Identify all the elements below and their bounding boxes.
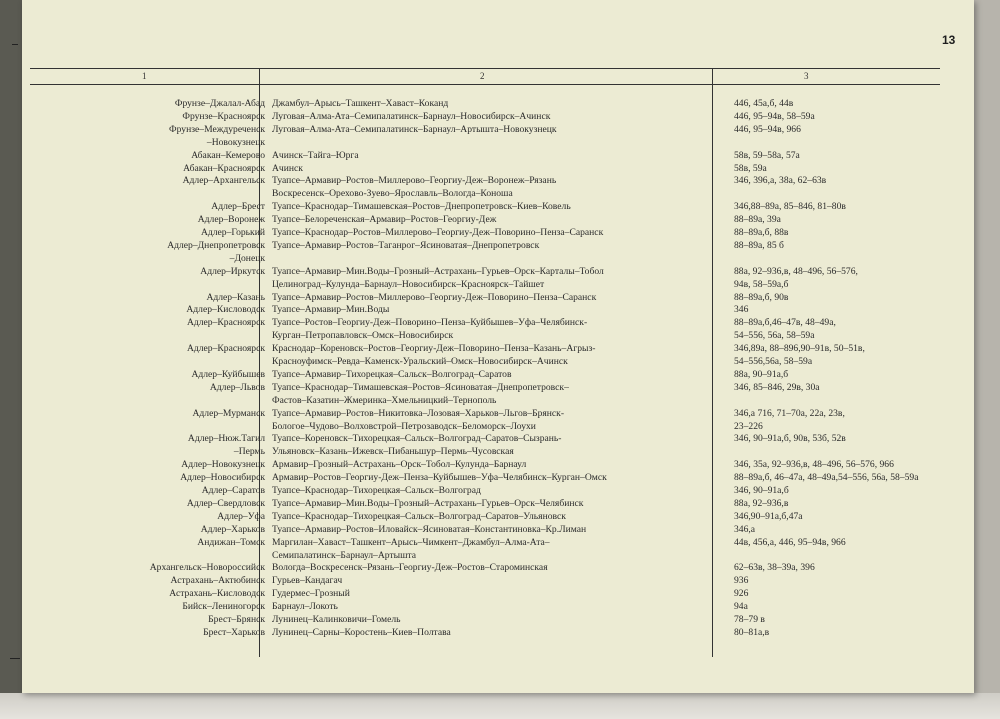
via-cell: Туапсе–Краснодар–Тимашевская–Ростов–Ясиноватая–Днепропетровск–: [272, 381, 569, 393]
table-row: [22, 562, 974, 574]
train-number-cell: 58в, 59а: [734, 162, 767, 174]
via-cell: Туапсе–Армавир–Мин.Воды–Грозный–Астрахань–Гурьев–Орск–Челябинск: [272, 497, 584, 509]
via-cell: Лунинец–Калинковичи–Гомель: [272, 614, 401, 625]
route-cell: Адлер–Свердловск: [186, 497, 265, 509]
table-row: [22, 111, 974, 123]
table-row: [22, 304, 974, 316]
table-row: [22, 240, 974, 252]
via-cell: Луговая–Алма-Ата–Семипалатинск–Барнаул–Артышта–Новокузнецк: [272, 123, 557, 135]
column-header-3: 3: [804, 71, 809, 81]
table-row: [22, 369, 974, 381]
via-cell: Туапсе–Белореченская–Армавир–Ростов–Георгиу-Деж: [272, 214, 497, 226]
table-row: [22, 421, 974, 433]
route-cell: Адлер–Куйбышев: [191, 368, 265, 380]
header-bottom-rule: [30, 84, 940, 85]
via-cell: Туапсе–Краснодар–Тихорецкая–Сальск–Волгоград: [272, 485, 481, 496]
train-number-cell: 446, 95–94в, 58–59а: [734, 110, 815, 122]
train-number-cell: 80–81а,в: [734, 626, 770, 638]
via-cell: Курган–Петропавловск–Омск–Новосибирск: [272, 330, 454, 342]
via-cell: Барнаул–Локоть: [272, 601, 338, 613]
table-row: [22, 537, 974, 549]
route-cell: Адлер–Днепропетровск: [167, 239, 265, 251]
train-number-cell: 346, 90–91а,б: [734, 485, 789, 496]
train-number-cell: 88–89а, 85 б: [734, 239, 784, 251]
column-header-1: 1: [142, 71, 147, 81]
via-cell: Гудермес–Грозный: [272, 588, 350, 600]
via-cell: Гурьев–Кандагач: [272, 575, 343, 587]
train-number-cell: 78–79 в: [734, 614, 765, 625]
route-cell: Адлер–Нюж.Тагил: [187, 433, 265, 445]
table-row: [22, 627, 974, 639]
table-row: [22, 343, 974, 355]
route-cell: Брест–Брянск: [208, 614, 265, 625]
table-row: [22, 124, 974, 136]
table-row: [22, 266, 974, 278]
right-background: [974, 0, 1000, 693]
table-row: [22, 485, 974, 497]
train-number-cell: 346,90–91а,б,47а: [734, 510, 803, 522]
via-cell: Туапсе–Армавир–Ростов–Иловайск–Ясиноватая–Константиновка–Кр.Лиман: [272, 523, 587, 535]
table-row: [22, 550, 974, 562]
via-cell: Армавир–Ростов–Георгиу-Деж–Пенза–Куйбышев–Уфа–Челябинск–Курган–Омск: [272, 472, 607, 484]
table-row: [22, 601, 974, 613]
via-cell: Туапсе–Армавир–Тихорецкая–Сальск–Волгоград–Саратов: [272, 368, 512, 380]
train-number-cell: 88а, 92–936,в: [734, 497, 789, 509]
table-row: [22, 137, 974, 149]
table-row: [22, 356, 974, 368]
route-cell: –Пермь: [233, 446, 265, 458]
via-cell: Маргилан–Хаваст–Ташкент–Арысь–Чимкент–Джамбул–Алма-Ата–: [272, 536, 550, 548]
via-cell: Воскресенск–Орехово-Зуево–Ярославль–Вологда–Коноша: [272, 188, 513, 200]
via-cell: Туапсе–Кореновск–Тихорецкая–Сальск–Волгоград–Саратов–Сызрань-: [272, 433, 562, 445]
via-cell: Туапсе–Армавир–Ростов–Никитовка–Лозовая–Харьков–Льгов–Брянск-: [272, 407, 565, 419]
bottom-background: [0, 693, 1000, 719]
train-number-cell: 926: [734, 588, 749, 600]
route-cell: –Донецк: [229, 252, 265, 264]
train-number-cell: 44в, 456,а, 446, 95–94в, 966: [734, 536, 846, 548]
route-cell: Архангельск–Новороссийск: [149, 562, 265, 574]
train-number-cell: 346, 90–91а,б, 90в, 53б, 52в: [734, 433, 846, 445]
via-cell: Ачинск: [272, 162, 303, 174]
route-cell: Адлер–Архангельск: [182, 175, 265, 187]
via-cell: Луговая–Алма-Ата–Семипалатинск–Барнаул–Новосибирск–Ачинск: [272, 110, 551, 122]
via-cell: Вологда–Воскресенск–Рязань–Георгиу-Деж–Ростов–Староминская: [272, 562, 548, 574]
table-row: [22, 614, 974, 626]
via-cell: Туапсе–Краснодар–Тимашевская–Ростов–Днепропетровск–Киев–Ковель: [272, 201, 571, 213]
train-number-cell: 88–89а,б, 46–47а, 48–49а,54–556, 56а, 58–59а: [734, 472, 919, 484]
table-row: [22, 395, 974, 407]
table-row: [22, 292, 974, 304]
table-row: [22, 524, 974, 536]
train-number-cell: 346, 85–846, 29в, 30а: [734, 381, 820, 393]
route-cell: Адлер–Харьков: [200, 523, 265, 535]
table-row: [22, 588, 974, 600]
route-cell: Адлер–Красноярск: [186, 343, 265, 355]
via-cell: Туапсе–Краснодар–Тихорецкая–Сальск–Волгоград–Саратов–Ульяновск: [272, 510, 566, 522]
route-cell: Адлер–Львов: [209, 381, 265, 393]
route-cell: Абакан–Красноярск: [183, 162, 265, 174]
train-number-cell: 88–89а,б, 88в: [734, 227, 789, 238]
table-row: [22, 433, 974, 445]
table-row: [22, 511, 974, 523]
train-number-cell: 54–556,56а, 58–59а: [734, 356, 813, 367]
train-number-cell: 88–89а, 39а: [734, 214, 781, 226]
via-cell: Лунинец–Сарны–Коростень–Киев–Полтава: [272, 626, 451, 638]
table-row: [22, 175, 974, 187]
route-cell: Адлер–Новокузнецк: [181, 459, 265, 471]
route-cell: Бийск–Лениногорск: [182, 601, 265, 613]
route-cell: Андижан–Томск: [197, 536, 265, 548]
table-row: [22, 253, 974, 265]
train-number-cell: 346,88–89а, 85–846, 81–80в: [734, 201, 846, 213]
via-cell: Ульяновск–Казань–Ижевск–Пибаньшур–Пермь–Чусовская: [272, 446, 514, 458]
train-number-cell: 346,а 716, 71–70а, 22а, 23в,: [734, 407, 845, 419]
via-cell: Ачинск–Тайга–Юрга: [272, 149, 359, 161]
page-number: 13: [942, 33, 956, 47]
route-cell: Адлер–Брест: [211, 201, 265, 213]
table-row: [22, 201, 974, 213]
train-number-cell: 62–63в, 38–39а, 396: [734, 562, 815, 574]
route-cell: Астрахань–Кисловодск: [169, 588, 265, 600]
route-cell: Адлер–Мурманск: [192, 407, 265, 419]
train-number-cell: 58в, 59–58а, 57а: [734, 149, 800, 161]
train-number-cell: 88–89а,б, 90в: [734, 291, 789, 303]
via-cell: Армавир–Грозный–Астрахань–Орск–Тобол–Кулунда–Барнаул: [272, 459, 527, 471]
via-cell: Туапсе–Армавир–Ростов–Таганрог–Ясиноватая–Днепропетровск: [272, 239, 540, 251]
route-cell: Адлер–Кисловодск: [186, 304, 265, 316]
route-cell: –Новокузнецк: [206, 136, 265, 148]
via-cell: Туапсе–Краснодар–Ростов–Миллерово–Георгиу-Деж–Поворино–Пенза–Саранск: [272, 227, 604, 238]
route-cell: Адлер–Красноярск: [186, 317, 265, 329]
table-top-rule: [30, 68, 940, 69]
route-cell: Брест–Харьков: [203, 626, 265, 638]
route-cell: Адлер–Саратов: [201, 485, 265, 496]
route-cell: Адлер–Горький: [200, 227, 265, 238]
table-row: [22, 279, 974, 291]
table-row: [22, 150, 974, 162]
route-cell: Фрунзе–Джалал-Абад: [174, 98, 265, 109]
route-cell: Адлер–Уфа: [217, 510, 265, 522]
route-cell: Адлер–Воронеж: [197, 214, 265, 226]
train-number-cell: 23–226: [734, 420, 763, 432]
via-cell: Фастов–Казатин–Жмеринка–Хмельницкий–Тернополь: [272, 394, 497, 406]
train-number-cell: 346,89а, 88–896,90–91в, 50–51в,: [734, 343, 865, 355]
table-row: [22, 163, 974, 175]
table-row: [22, 575, 974, 587]
via-cell: Бологое–Чудово–Волховстрой–Петрозаводск–Беломорск–Лоухи: [272, 420, 536, 432]
via-cell: Туапсе–Ростов–Георгиу-Деж–Поворино–Пенза–Куйбышев–Уфа–Челябинск-: [272, 317, 588, 329]
train-number-cell: 446, 95–94в, 966: [734, 123, 801, 135]
table-row: [22, 408, 974, 420]
train-number-cell: 346, 35а, 92–936,в, 48–496, 56–576, 966: [734, 459, 894, 471]
train-number-cell: 88а, 92–936,в, 48–496, 56–576,: [734, 265, 858, 277]
table-row: [22, 227, 974, 239]
table-row: [22, 472, 974, 484]
left-page-edge: [0, 0, 22, 719]
table-row: [22, 188, 974, 200]
table-row: [22, 459, 974, 471]
train-number-cell: 88а, 90–91а,б: [734, 368, 789, 380]
table-row: [22, 446, 974, 458]
table-row: [22, 330, 974, 342]
table-row: [22, 382, 974, 394]
via-cell: Туапсе–Армавир–Мин.Воды: [272, 304, 390, 316]
via-cell: Краснодар–Кореновск–Ростов–Георгиу-Деж–Поворино–Пенза–Казань–Агрыз-: [272, 343, 596, 355]
via-cell: Семипалатинск–Барнаул–Артышта: [272, 549, 417, 561]
via-cell: Целиноград–Кулунда–Барнаул–Новосибирск–Красноярск–Тайшет: [272, 278, 545, 290]
route-cell: Фрунзе–Красноярск: [182, 110, 265, 122]
margin-tick-bottom: [10, 658, 20, 659]
via-cell: Джамбул–Арысь–Ташкент–Хаваст–Коканд: [272, 98, 449, 109]
book-page: [22, 0, 974, 693]
train-number-cell: 88–89а,б,46–47в, 48–49а,: [734, 317, 836, 329]
via-cell: Туапсе–Армавир–Ростов–Миллерово–Георгиу-Деж–Поворино–Пенза–Саранск: [272, 291, 597, 303]
train-number-cell: 94в, 58–59а,б: [734, 278, 789, 290]
column-header-2: 2: [480, 71, 485, 81]
table-row: [22, 498, 974, 510]
route-cell: Абакан–Кемерово: [191, 149, 265, 161]
table-row: [22, 98, 974, 110]
train-number-cell: 346: [734, 304, 749, 316]
train-number-cell: 346,а: [734, 523, 756, 535]
route-cell: Астрахань–Актюбинск: [170, 575, 265, 587]
route-cell: Адлер–Новосибирск: [180, 472, 265, 484]
via-cell: Туапсе–Армавир–Мин.Воды–Грозный–Астрахань–Гурьев–Орск–Карталы–Тобол: [272, 265, 604, 277]
table-row: [22, 317, 974, 329]
route-cell: Адлер–Иркутск: [200, 265, 265, 277]
via-cell: Красноуфимск–Ревда–Каменск-Уральский–Омск–Новосибирск–Ачинск: [272, 356, 568, 367]
table-row: [22, 214, 974, 226]
via-cell: Туапсе–Армавир–Ростов–Миллерово–Георгиу-Деж–Воронеж–Рязань: [272, 175, 557, 187]
train-number-cell: 936: [734, 575, 749, 587]
route-cell: Фрунзе–Междуреченск: [169, 123, 265, 135]
train-number-cell: 94а: [734, 601, 748, 613]
train-number-cell: 446, 45а,б, 44в: [734, 98, 794, 109]
train-number-cell: 346, 396,а, 38а, 62–63в: [734, 175, 827, 187]
route-cell: Адлер–Казань: [206, 291, 265, 303]
margin-tick-top: [12, 44, 18, 45]
train-number-cell: 54–556, 56а, 58–59а: [734, 330, 815, 342]
